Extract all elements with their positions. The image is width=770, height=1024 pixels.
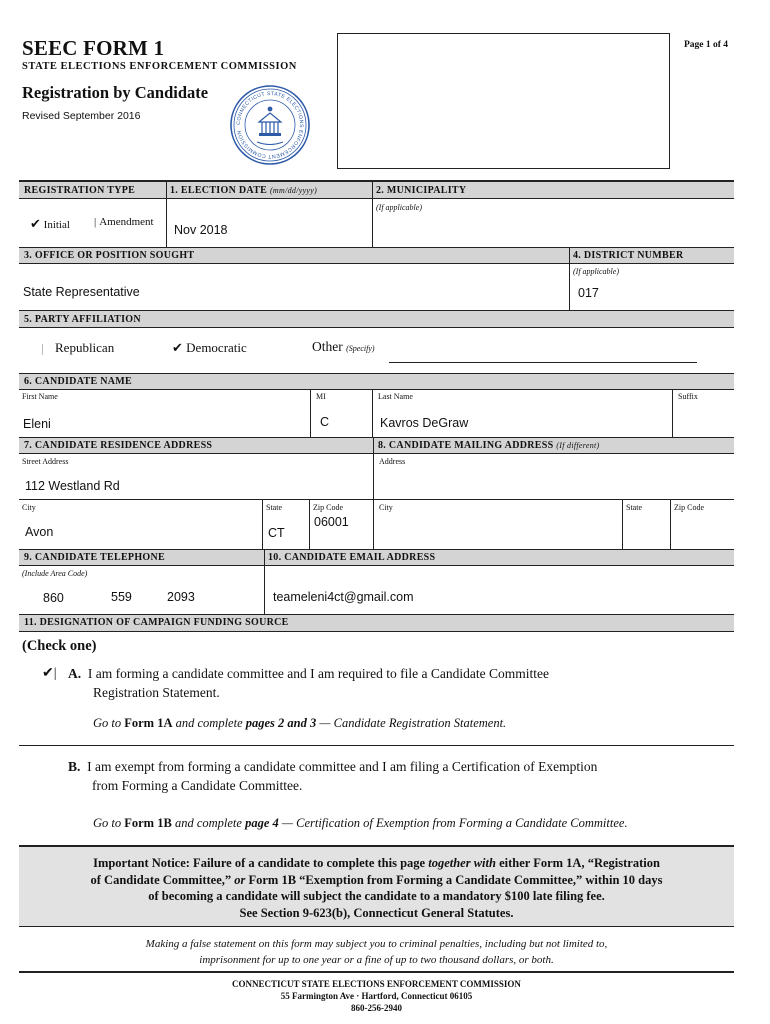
zip-field[interactable]: 06001 xyxy=(314,515,349,529)
last-name-field[interactable]: Kavros DeGraw xyxy=(380,416,469,430)
office-label: 3. OFFICE OR POSITION SOUGHT xyxy=(24,250,195,261)
form-title: SEEC FORM 1 xyxy=(22,36,165,60)
option-a-text: A. I am forming a candidate committee and I am required to file a Candidate Committee Registration Statement. xyxy=(68,666,549,700)
city-field[interactable]: Avon xyxy=(25,525,54,539)
street-address-field[interactable]: 112 Westland Rd xyxy=(25,479,120,493)
svg-text:CONNECTICUT STATE ELECTIONS EN: CONNECTICUT STATE ELECTIONS ENFORCEMENT COMMISSION xyxy=(235,90,305,160)
mi-field[interactable]: C xyxy=(320,415,330,429)
telephone-area-field[interactable]: 860 xyxy=(43,591,64,605)
district-field[interactable]: 017 xyxy=(578,286,599,300)
office-use-box xyxy=(337,33,670,169)
telephone-label: 9. CANDIDATE TELEPHONE xyxy=(24,552,165,563)
municipality-hint: (If applicable) xyxy=(376,203,422,212)
option-b-checkbox[interactable] xyxy=(42,757,56,773)
party-republican-option[interactable]: Republican xyxy=(42,340,114,356)
telephone-line-field[interactable]: 2093 xyxy=(167,590,195,604)
street-address-label: Street Address xyxy=(22,457,69,466)
first-name-label: First Name xyxy=(22,392,58,401)
election-date-label: 1. ELECTION DATE (mm/dd/yyyy) xyxy=(170,185,318,196)
option-a-checkbox[interactable] xyxy=(42,665,57,682)
district-label: 4. DISTRICT NUMBER xyxy=(573,250,684,261)
party-other-option[interactable]: Other (Specify) xyxy=(312,339,375,354)
important-notice: Important Notice: Failure of a candidate to complete this page together with either Form 1A, “Registration of Candidate Committee,” or Form 1B “Exemption from Forming a Candidate Committee,” within 10 days of becoming a candidate will subject the candidate to a mandatory $100 late filing fee. See Section 9-623(b), Connecticut General Statutes. xyxy=(19,847,734,926)
residence-address-label: 7. CANDIDATE RESIDENCE ADDRESS xyxy=(24,440,213,451)
telephone-prefix-field[interactable]: 559 xyxy=(111,590,132,604)
suffix-field[interactable] xyxy=(680,416,728,432)
mailing-state-label: State xyxy=(626,503,642,512)
funding-source-label: 11. DESIGNATION OF CAMPAIGN FUNDING SOURCE xyxy=(24,617,289,628)
email-field[interactable]: teameleni4ct@gmail.com xyxy=(273,590,414,604)
initial-checkbox[interactable]: ✔ Initial xyxy=(30,216,70,231)
footer-address: 55 Farmington Ave · Hartford, Connecticut 06105 xyxy=(280,991,473,1001)
document-title: Registration by Candidate xyxy=(22,83,209,102)
first-name-field[interactable]: Eleni xyxy=(23,417,51,431)
option-b-instruction: Go to Form 1B and complete page 4 — Certification of Exemption from Forming a Candidate Committee. xyxy=(93,816,628,830)
option-b-text: B. I am exempt from forming a candidate committee and I am filing a Certification of Exemption from Forming a Candidate Committee. xyxy=(68,759,598,793)
page-number: Page 1 of 4 xyxy=(684,40,729,50)
revised-date: Revised September 2016 xyxy=(22,110,141,122)
election-date-field[interactable]: Nov 2018 xyxy=(174,223,228,237)
mailing-address-label: 8. CANDIDATE MAILING ADDRESS (If different) xyxy=(378,440,600,451)
municipality-label: 2. MUNICIPALITY xyxy=(376,185,467,196)
suffix-label: Suffix xyxy=(678,392,698,401)
office-field[interactable]: State Representative xyxy=(23,285,140,299)
state-field[interactable]: CT xyxy=(268,526,285,540)
last-name-label: Last Name xyxy=(378,392,413,401)
registration-type-label: REGISTRATION TYPE xyxy=(24,185,136,196)
check-mark-icon: ✔| xyxy=(42,666,57,681)
mailing-address-field-label: Address xyxy=(379,457,406,466)
mi-label: MI xyxy=(316,392,326,401)
zip-label: Zip Code xyxy=(313,503,343,512)
telephone-hint: (Include Area Code) xyxy=(22,569,88,578)
check-mark-icon: ✔ xyxy=(30,216,41,231)
check-mark-icon: ✔ xyxy=(172,340,183,355)
district-hint: (If applicable) xyxy=(573,267,619,276)
state-label: State xyxy=(266,503,282,512)
footer xyxy=(19,978,734,1014)
check-one-heading: (Check one) xyxy=(22,638,97,654)
party-label: 5. PARTY AFFILIATION xyxy=(24,314,141,325)
agency-name: STATE ELECTIONS ENFORCEMENT COMMISSION xyxy=(22,61,297,72)
footer-phone: 860-256-2940 xyxy=(351,1003,402,1013)
email-label: 10. CANDIDATE EMAIL ADDRESS xyxy=(268,552,436,563)
municipality-field[interactable] xyxy=(378,225,728,241)
footer-org: CONNECTICUT STATE ELECTIONS ENFORCEMENT COMMISSION xyxy=(232,979,521,989)
mailing-zip-label: Zip Code xyxy=(674,503,704,512)
party-democratic-option[interactable]: ✔ Democratic xyxy=(172,340,247,355)
false-statement-warning: Making a false statement on this form may subject you to criminal penalties, including but not limited to, imprisonment for up to one year or a fine of up to two thousand dollars, or both. xyxy=(145,938,608,966)
amendment-checkbox[interactable]: | Amendment xyxy=(94,216,154,228)
candidate-name-label: 6. CANDIDATE NAME xyxy=(24,376,132,387)
option-a-instruction: Go to Form 1A and complete pages 2 and 3 — Candidate Registration Statement. xyxy=(93,716,507,730)
party-other-field[interactable] xyxy=(389,347,697,363)
city-label: City xyxy=(22,503,36,512)
mailing-city-label: City xyxy=(379,503,393,512)
commission-seal xyxy=(229,84,311,166)
